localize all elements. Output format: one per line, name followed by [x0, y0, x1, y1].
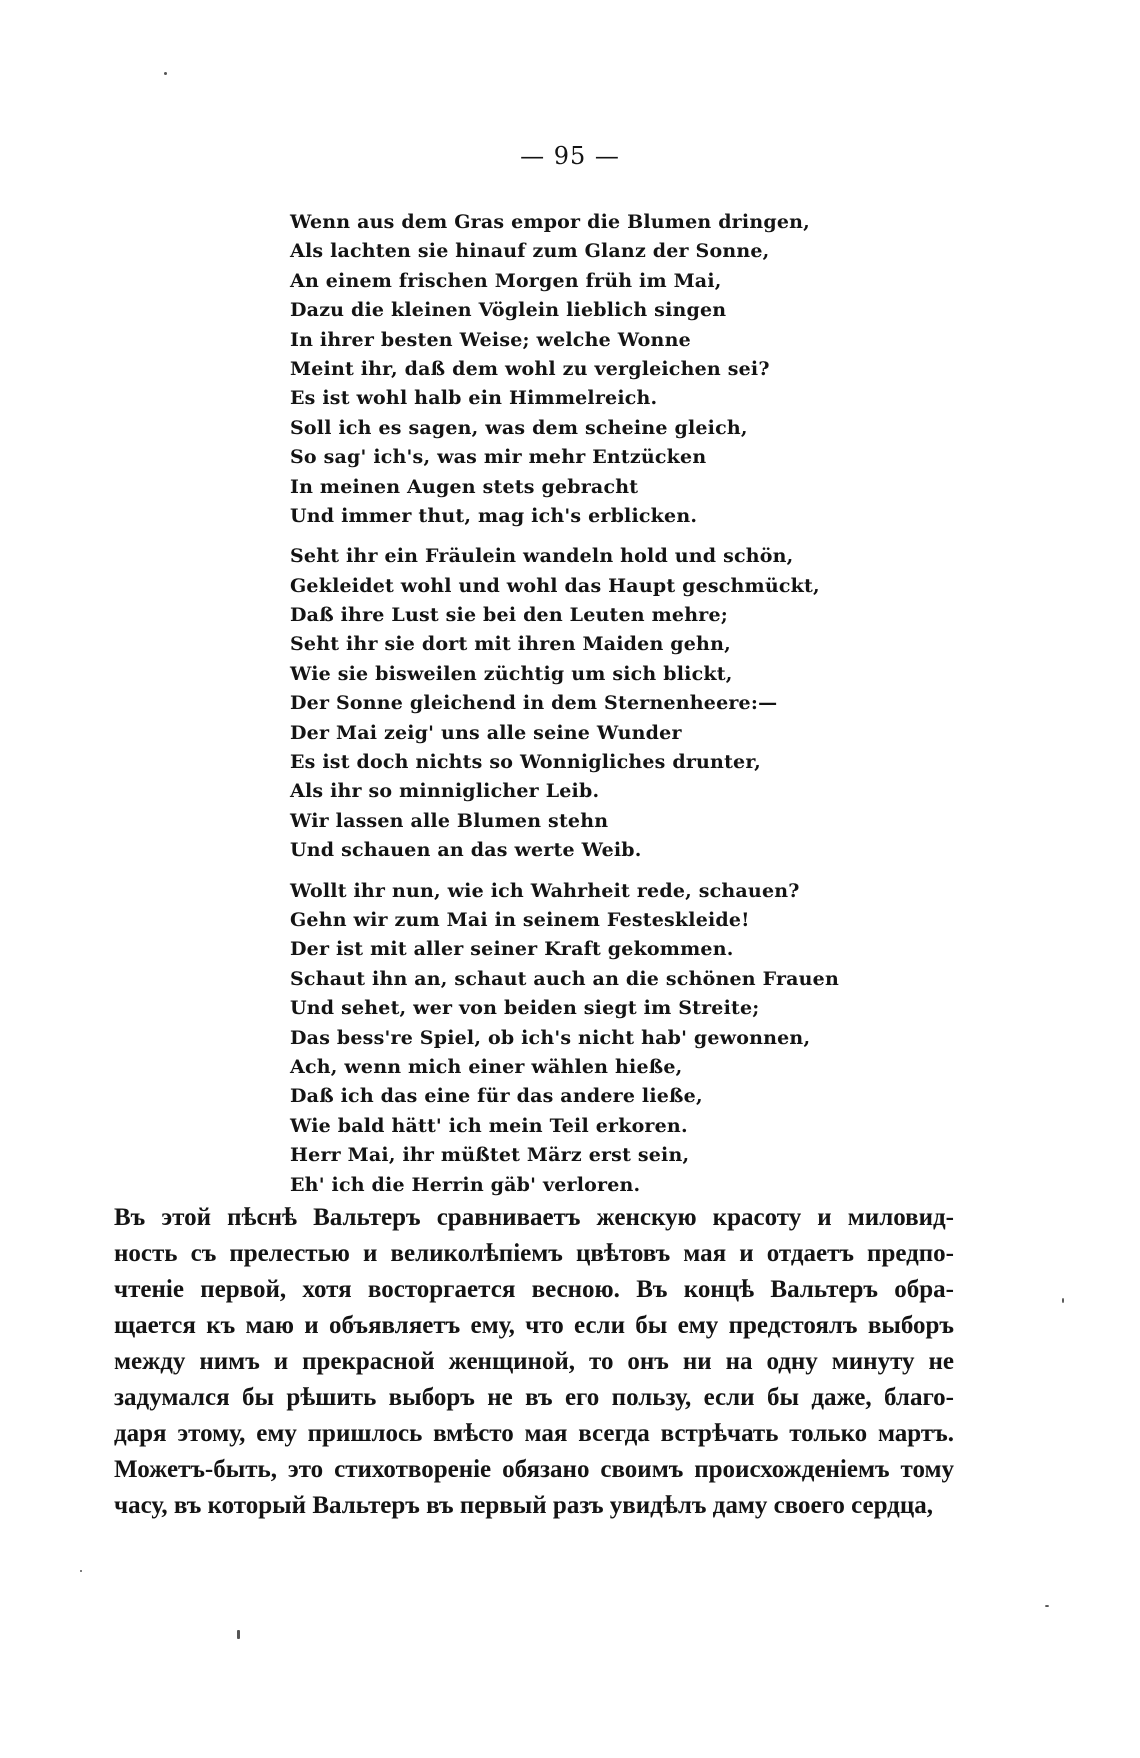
scan-speck — [80, 1570, 82, 1572]
poem-stanza-2 — [290, 542, 1010, 865]
poem-line: Soll ich es sagen, was dem scheine gleich, — [290, 416, 748, 439]
prose-line: задумался бы рѣшить выборъ не въ его пользу, если бы даже, благо- — [114, 1384, 954, 1411]
poem-line: Der ist mit aller seiner Kraft gekommen. — [290, 938, 734, 961]
poem-line: Eh' ich die Herrin gäb' verloren. — [290, 1173, 641, 1196]
prose-line: часу, въ который Вальтеръ въ первый разъ увидѣлъ даму своего сердца, — [114, 1492, 933, 1519]
poem-line: In ihrer besten Weise; welche Wonne — [290, 328, 691, 351]
prose-line: ность съ прелестью и великолѣпіемъ цвѣтовъ мая и отдаетъ предпо- — [114, 1240, 954, 1267]
prose-line: даря этому, ему пришлось вмѣсто мая всегда встрѣчать только мартъ. — [114, 1420, 954, 1447]
german-poem — [290, 208, 1010, 1200]
poem-line: Seht ihr ein Fräulein wandeln hold und schön, — [290, 545, 794, 568]
poem-line: Der Sonne gleichend in dem Sternenheere:— — [290, 692, 778, 715]
prose-line: Въ этой пѣснѣ Вальтеръ сравниваетъ женскую красоту и миловид- — [114, 1204, 954, 1231]
poem-line: Der Mai zeig' uns alle seine Wunder — [290, 721, 682, 744]
poem-line: Wenn aus dem Gras empor die Blumen dringen, — [290, 211, 810, 233]
scan-speck — [1062, 1298, 1064, 1303]
poem-line: Wie sie bisweilen züchtig um sich blickt, — [290, 662, 733, 685]
scan-speck — [164, 72, 167, 75]
poem-line: Und schauen an das werte Weib. — [290, 839, 642, 862]
scan-speck — [237, 1630, 240, 1639]
poem-line: Herr Mai, ihr müßtet März erst sein, — [290, 1144, 690, 1167]
prose-line: щается къ маю и объявляетъ ему, что если бы ему предстоялъ выборъ — [114, 1312, 954, 1339]
poem-line: Es ist wohl halb ein Himmelreich. — [290, 387, 658, 410]
poem-line: An einem frischen Morgen früh im Mai, — [290, 269, 722, 292]
prose-line: между нимъ и прекрасной женщиной, то онъ ни на одну минуту не — [114, 1348, 954, 1375]
poem-line: Wir lassen alle Blumen stehn — [290, 809, 609, 832]
poem-line: Ach, wenn mich einer wählen hieße, — [290, 1055, 683, 1078]
poem-line: Und immer thut, mag ich's erblicken. — [290, 504, 698, 527]
poem-line: Gehn wir zum Mai in seinem Festeskleide! — [290, 908, 750, 931]
poem-line: Schaut ihn an, schaut auch an die schönen Frauen — [290, 967, 839, 990]
poem-line: Seht ihr sie dort mit ihren Maiden gehn, — [290, 633, 731, 656]
poem-line: Dazu die kleinen Vöglein lieblich singen — [290, 299, 727, 322]
poem-line: Es ist doch nichts so Wonnigliches drunter, — [290, 751, 761, 774]
poem-line: Wie bald hätt' ich mein Teil erkoren. — [290, 1114, 688, 1137]
poem-line: In meinen Augen stets gebracht — [290, 475, 639, 498]
poem-line: Gekleidet wohl und wohl das Haupt geschmückt, — [290, 574, 820, 597]
poem-line: Daß ich das eine für das andere ließe, — [290, 1085, 703, 1108]
poem-line: Und sehet, wer von beiden siegt im Streite; — [290, 997, 760, 1020]
poem-line: Wollt ihr nun, wie ich Wahrheit rede, schauen? — [290, 879, 800, 902]
prose-line: Можетъ-быть, это стихотвореніе обязано своимъ происхожденіемъ тому — [114, 1456, 954, 1483]
russian-commentary — [114, 1200, 954, 1524]
poem-line: Daß ihre Lust sie bei den Leuten mehre; — [290, 604, 728, 627]
poem-stanza-3 — [290, 877, 1010, 1200]
poem-stanza-1 — [290, 208, 1010, 531]
page-number: — 95 — — [520, 142, 620, 170]
poem-line: So sag' ich's, was mir mehr Entzücken — [290, 446, 707, 469]
prose-line: чтеніе первой, хотя восторгается весною. Въ концѣ Вальтеръ обра- — [114, 1276, 954, 1303]
poem-line: Als lachten sie hinauf zum Glanz der Sonne, — [290, 240, 770, 263]
scan-speck — [1045, 1605, 1049, 1607]
poem-line: Das bess're Spiel, ob ich's nicht hab' gewonnen, — [290, 1026, 811, 1049]
poem-line: Als ihr so minniglicher Leib. — [290, 780, 600, 803]
poem-line: Meint ihr, daß dem wohl zu vergleichen sei? — [290, 357, 770, 380]
